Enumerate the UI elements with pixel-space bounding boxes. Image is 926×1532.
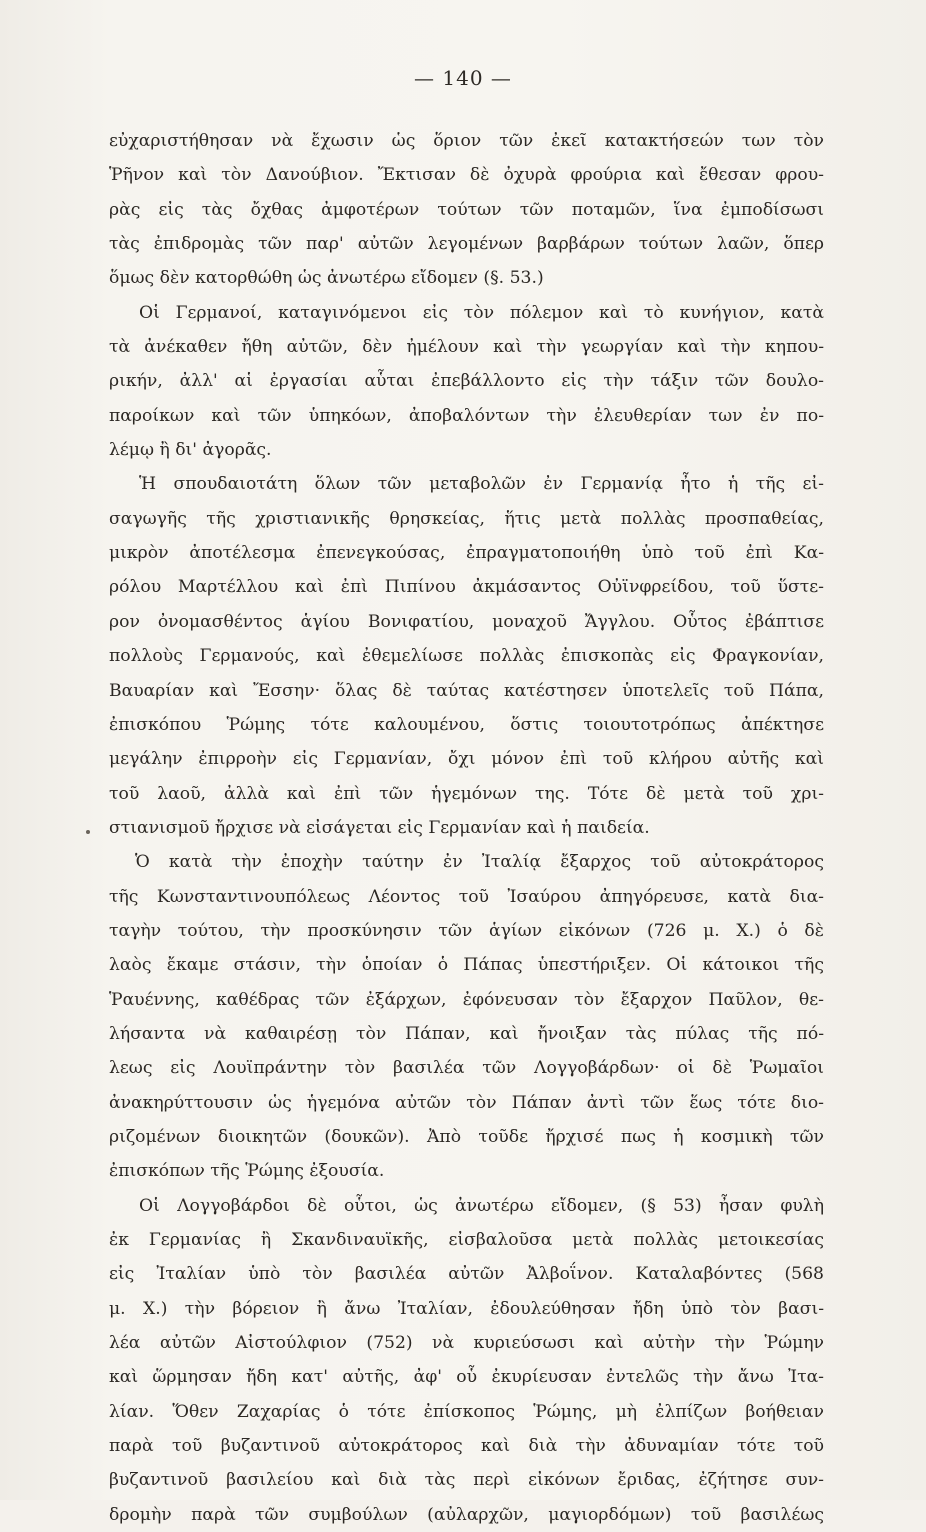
text-line: ἐπισκόπου Ῥώμης τότε καλουμένου, ὅστις τοιουτοτρόπως ἀπέκτησε — [109, 714, 824, 735]
text-line: Ἡ σπουδαιοτάτη ὅλων τῶν μεταβολῶν ἐν Γερμανίᾳ ἦτο ἡ τῆς εἰ- — [139, 474, 824, 495]
text-line: ὅμως δὲν κατορθώθη ὡς ἀνωτέρω εἴδομεν (§. 53.) — [109, 268, 544, 289]
body-text — [109, 124, 824, 1532]
text-line: ρον ὀνομασθέντος ἁγίου Βονιφατίου, μοναχοῦ Ἄγγλου. Οὗτος ἐβάπτισε — [109, 611, 824, 632]
text-line: ρόλου Μαρτέλλου καὶ ἐπὶ Πιπίνου ἀκμάσαντος Οὐϊνφρείδου, τοῦ ὕστε- — [109, 577, 824, 598]
text-line: δρομὴν παρὰ τῶν συμβούλων (αὐλαρχῶν, μαγιορδόμων) τοῦ βασιλέως — [109, 1504, 824, 1525]
text-line: Ῥῆνον καὶ τὸν Δανούβιον. Ἔκτισαν δὲ ὀχυρὰ φρούρια καὶ ἔθεσαν φρου- — [109, 165, 824, 186]
text-line: βυζαντινοῦ βασιλείου καὶ διὰ τὰς περὶ εἰκόνων ἔριδας, ἐζήτησε συν- — [109, 1470, 824, 1491]
text-line: λαὸς ἔκαμε στάσιν, τὴν ὁποίαν ὁ Πάπας ὑπεστήριξεν. Οἱ κάτοικοι τῆς — [109, 955, 824, 976]
text-line: εἰς Ἰταλίαν ὑπὸ τὸν βασιλέα αὐτῶν Ἀλβοΐνον. Καταλαβόντες (568 — [109, 1264, 824, 1285]
text-line: σαγωγῆς τῆς χριστιανικῆς θρησκείας, ἥτις μετὰ πολλὰς προσπαθείας, — [109, 508, 824, 529]
text-line: παροίκων καὶ τῶν ὑπηκόων, ἀποβαλόντων τὴν ἐλευθερίαν των ἐν πο- — [109, 405, 824, 426]
text-line: λήσαντα νὰ καθαιρέσῃ τὸν Πάπαν, καὶ ἤνοιξαν τὰς πύλας τῆς πό- — [109, 1023, 824, 1044]
text-line: πολλοὺς Γερμανούς, καὶ ἐθεμελίωσε πολλὰς ἐπισκοπὰς εἰς Φραγκονίαν, — [109, 646, 824, 667]
text-line: μικρὸν ἀποτέλεσμα ἐπενεγκούσας, ἐπραγματοποιήθη ὑπὸ τοῦ ἐπὶ Κα- — [109, 543, 824, 564]
text-line: εὐχαριστήθησαν νὰ ἔχωσιν ὡς ὅριον τῶν ἐκεῖ κατακτήσεών των τὸν — [109, 131, 824, 151]
text-line: ριζομένων διοικητῶν (δουκῶν). Ἀπὸ τοῦδε ἤρχισέ πως ἡ κοσμικὴ τῶν — [109, 1126, 824, 1147]
text-line: μ. Χ.) τὴν βόρειον ἢ ἄνω Ἰταλίαν, ἐδουλεύθησαν ἤδη ὑπὸ τὸν βασι- — [109, 1298, 824, 1319]
text-line: τῆς Κωνσταντινουπόλεως Λέοντος τοῦ Ἰσαύρου ἀπηγόρευσε, κατὰ δια- — [109, 886, 824, 907]
text-line: μεγάλην ἐπιρροὴν εἰς Γερμανίαν, ὄχι μόνον ἐπὶ τοῦ κλήρου αὐτῆς καὶ — [109, 749, 824, 770]
text-line: Βαυαρίαν καὶ Ἔσσην· ὅλας δὲ ταύτας κατέστησεν ὑποτελεῖς τοῦ Πάπα, — [109, 680, 824, 701]
text-line: στιανισμοῦ ἤρχισε νὰ εἰσάγεται εἰς Γερμανίαν καὶ ἡ παιδεία. — [109, 817, 650, 838]
text-line: παρὰ τοῦ βυζαντινοῦ αὐτοκράτορος καὶ διὰ τὴν ἀδυναμίαν τότε τοῦ — [109, 1436, 824, 1457]
margin-mark — [86, 830, 90, 834]
text-line: ἐκ Γερμανίας ἢ Σκανδιναυϊκῆς, εἰσβαλοῦσα μετὰ πολλὰς μετοικεσίας — [109, 1230, 824, 1250]
text-line: ρικήν, ἀλλ' αἱ ἐργασίαι αὗται ἐπεβάλλοντο εἰς τὴν τάξιν τῶν δουλο- — [109, 371, 824, 392]
text-line: Οἱ Λογγοβάρδοι δὲ οὗτοι, ὡς ἀνωτέρω εἴδομεν, (§ 53) ἦσαν φυλὴ — [139, 1195, 824, 1216]
page-number: — 140 — — [414, 66, 512, 90]
text-line: Οἱ Γερμανοί, καταγινόμενοι εἰς τὸν πόλεμον καὶ τὸ κυνήγιον, κατὰ — [139, 302, 824, 323]
text-line: ρὰς εἰς τὰς ὄχθας ἀμφοτέρων τούτων τῶν ποταμῶν, ἵνα ἐμποδίσωσι — [109, 199, 824, 220]
text-line: τοῦ λαοῦ, ἀλλὰ καὶ ἐπὶ τῶν ἡγεμόνων της. Τότε δὲ μετὰ τοῦ χρι- — [109, 783, 824, 804]
text-line: λίαν. Ὅθεν Ζαχαρίας ὁ τότε ἐπίσκοπος Ῥώμης, μὴ ἐλπίζων βοήθειαν — [109, 1401, 824, 1422]
text-line: Ὁ κατὰ τὴν ἐποχὴν ταύτην ἐν Ἰταλίᾳ ἔξαρχος τοῦ αὐτοκράτορος — [135, 852, 824, 873]
text-line: λέα αὐτῶν Αἰστούλφιον (752) νὰ κυριεύσωσι καὶ αὐτὴν τὴν Ῥώμην — [109, 1333, 824, 1354]
text-line: τὰς ἐπιδρομὰς τῶν παρ' αὐτῶν λεγομένων βαρβάρων τούτων λαῶν, ὅπερ — [109, 234, 824, 255]
text-line: Ῥαυέννης, καθέδρας τῶν ἐξάρχων, ἐφόνευσαν τὸν ἔξαρχον Παῦλον, θε- — [109, 989, 824, 1010]
text-line: ταγὴν τούτου, τὴν προσκύνησιν τῶν ἁγίων εἰκόνων (726 μ. Χ.) ὁ δὲ — [109, 920, 824, 941]
text-line: καὶ ὥρμησαν ἤδη κατ' αὐτῆς, ἀφ' οὗ ἐκυρίευσαν ἐντελῶς τὴν ἄνω Ἰτα- — [109, 1367, 824, 1388]
text-line: λέμῳ ἢ δι' ἀγορᾶς. — [109, 440, 272, 461]
text-line: ἀνακηρύττουσιν ὡς ἡγεμόνα αὐτῶν τὸν Πάπαν ἀντὶ τῶν ἕως τότε διο- — [109, 1092, 824, 1113]
text-line: λεως εἰς Λουϊπράντην τὸν βασιλέα τῶν Λογγοβάρδων· οἱ δὲ Ῥωμαῖοι — [109, 1058, 824, 1079]
text-line: ἐπισκόπων τῆς Ῥώμης ἐξουσία. — [109, 1161, 385, 1182]
text-line: τὰ ἀνέκαθεν ἤθη αὐτῶν, δὲν ἠμέλουν καὶ τὴν γεωργίαν καὶ τὴν κηπου- — [109, 337, 824, 358]
